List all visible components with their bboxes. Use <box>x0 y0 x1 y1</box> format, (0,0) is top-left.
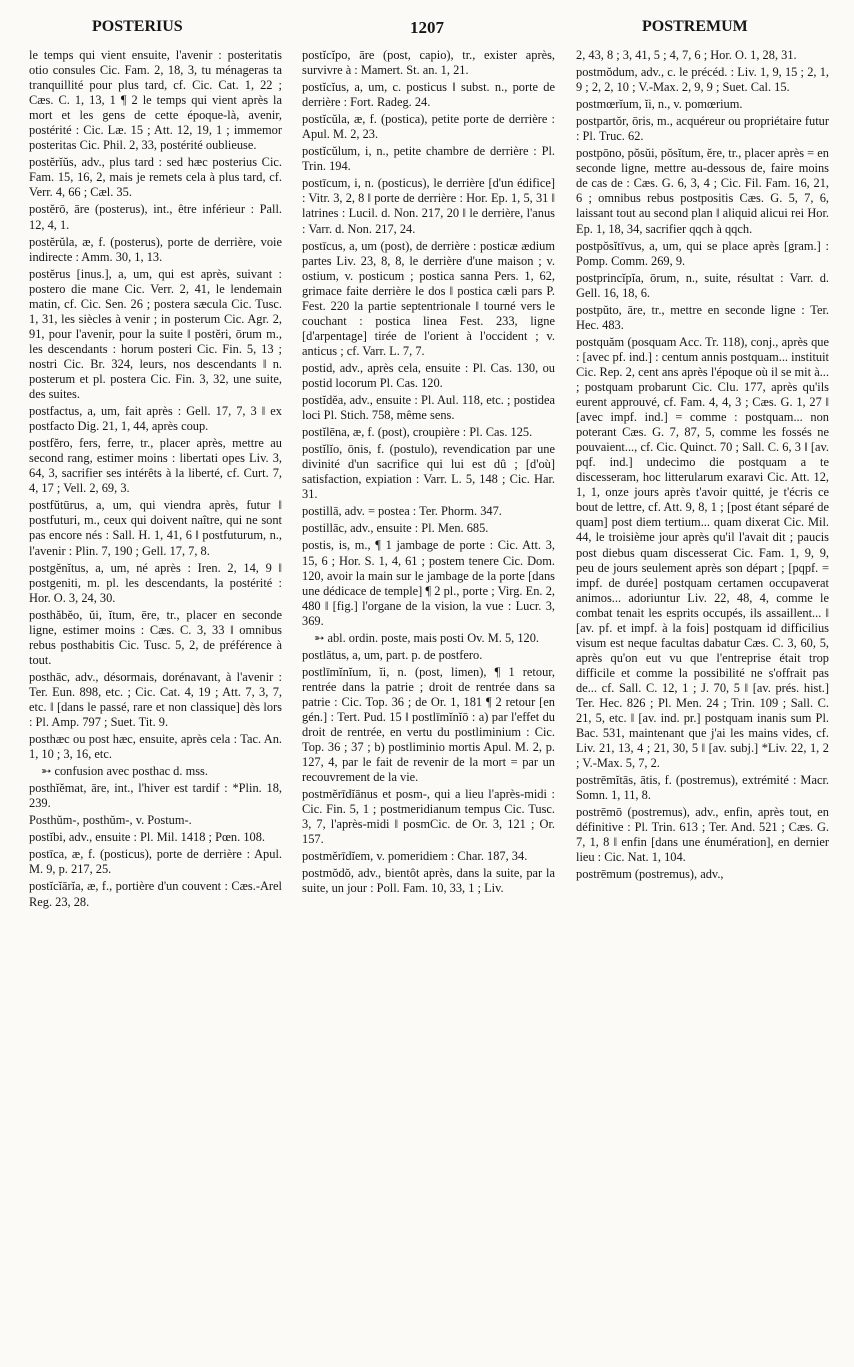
dictionary-entry: posthæc ou post hæc, ensuite, après cela : Tac. An. 1, 10 ; 3, 16, etc. <box>29 732 282 762</box>
column-middle <box>302 48 555 1360</box>
dictionary-entry: postĭcĭpo, āre (post, capio), tr., exister après, survivre à : Mamert. St. an. 1, 21. <box>302 48 555 78</box>
running-head-left: POSTERIUS <box>92 18 183 35</box>
dictionary-entry: postmĕrīdĭānus et posm-, qui a lieu l'après-midi : Cic. Fin. 5, 1 ; postmeridianum tempus Cic. Tusc. 3, 7, l'après-midi ‖ posmCic. de Or. 3, 121 ; Or. 157. <box>302 787 555 847</box>
dictionary-entry: postĭcŭlum, i, n., petite chambre de derrière : Pl. Trin. 194. <box>302 144 555 174</box>
dictionary-entry: Posthŭm-, posthŭm-, v. Postum-. <box>29 813 192 828</box>
dictionary-entry: postillā, adv. = postea : Ter. Phorm. 347. <box>302 504 502 519</box>
dictionary-entry: postĭlēna, æ, f. (post), croupière : Pl. Cas. 125. <box>302 425 533 440</box>
dictionary-entry: postĭlĭo, ōnis, f. (postulo), revendication par une divinité d'un sacrifice qui lui est dû ; [d'où] satisfaction, expiation : Varr. L. 5, 148 ; Cic. Har. 31. <box>302 442 555 502</box>
dictionary-entry: posthĭĕmat, āre, int., l'hiver est tardif : *Plin. 18, 239. <box>29 781 282 811</box>
dictionary-entry: postrēmum (postremus), adv., <box>576 867 724 882</box>
dictionary-entry: postlīmĭnĭum, ĭi, n. (post, limen), ¶ 1 retour, rentrée dans la patrie ; droit de rentrée dans sa patrie : Cic. Top. 36 ; de Or. 1, 181 ¶ 2 retour [en gén.] : Tert. Pud. 15 ‖ postlīmĭnĭō : a) par l'effet du droit de rentrée, en vertu du postliminium : Cic. Top. 36 ; 37 ; b) postliminio mortis Apul. M. 2, p. 127, 4, par le fait de revenir de la mort = par un recouvrement de la vie. <box>302 664 555 785</box>
dictionary-entry: postpartŏr, ōris, m., acquéreur ou propriétaire futur : Pl. Truc. 62. <box>576 114 829 144</box>
dictionary-entry: postĭcŭla, æ, f. (postica), petite porte de derrière : Apul. M. 2, 23. <box>302 112 555 142</box>
page-header <box>0 18 854 42</box>
dictionary-entry: posthăbĕo, ŭi, ĭtum, ēre, tr., placer en seconde ligne, estimer moins : Cæs. C. 3, 33 ‖ omnibus rebus posthabitis Cic. Tusc. 5, 2, de préférence à tout. <box>29 607 282 667</box>
dictionary-entry: postpŏsĭtīvus, a, um, qui se place après [gram.] : Pomp. Comm. 269, 9. <box>576 238 829 268</box>
dictionary-entry: postid, adv., après cela, ensuite : Pl. Cas. 130, ou postid locorum Pl. Cas. 120. <box>302 360 555 390</box>
dictionary-entry: postĭdĕa, adv., ensuite : Pl. Aul. 118, etc. ; postidea loci Pl. Stich. 758, même sens. <box>302 393 555 423</box>
dictionary-entry: postĕrŭla, æ, f. (posterus), porte de derrière, voie indirecte : Amm. 30, 1, 13. <box>29 234 282 264</box>
dictionary-entry: postrēmō (postremus), adv., enfin, après tout, en définitive : Pl. Trin. 613 ; Ter. And. 521 ; Cæs. G. 7, 1, 8 ‖ enfin [dans une énumération], en dernier lieu : Cic. Nat. 1, 104. <box>576 805 829 865</box>
dictionary-entry: postprincĭpĭa, ōrum, n., suite, résultat : Varr. d. Gell. 16, 18, 6. <box>576 270 829 300</box>
dictionary-entry: postĕrō, āre (posterus), int., être inférieur : Pall. 12, 4, 1. <box>29 202 282 232</box>
dictionary-entry: postĭcĭārĭa, æ, f., portière d'un couvent : Cæs.-Arel Reg. 23, 28. <box>29 879 282 909</box>
dictionary-entry: postquăm (posquam Acc. Tr. 118), conj., après que : [avec pf. ind.] : centum annis postquam... instituit Cic. Rep. 2, cent ans après l'époque où il se mit à... ; postquam probarunt Cic. Clu. 177, après qu'ils eurent approuvé, cf. Fam. 4, 4, 3 ; Cæs. G. 1, 27 ‖ [avec impf. ind.] = comme : postquam... non poterant Cæs. G. 7, 87, 5, comme les fossés ne pouvaient..., cf. Cic. Quinct. 70 ; Sall. C. 6, 3 ‖ [av. pqf. ind.] undecimo die postquam a te discesseram, hoc litterularum exaravi Cic. Att. 12, 1, 1, onze jours après t'avoir quitté, je t'écris ce bout de lettre, cf. Att. 9, 8, 1 ; [post étant séparé de quam] post diem tertium... quam dixerat Cic. Mil. 44, le troisième jour après qu'il l'avait dit ; paucis post diebus quam discesserat Cic. Fam. 1, 9, 9, peu de jours seulement après son départ ; [pqpf. = impf. de durée] postquam certamen occupaverat animos... adoriuntur Liv. 22, 48, 4, comme le combat tenait les esprits occupés, ils assaillent... ‖ [av. pf. et impf. à la fois] postquam id difficilius visum est neque facultas dabatur Cæs. C. 3, 60, 5, après qu'on eut vu que l'entreprise était trop difficile et comme la possibilité ne s'offrait pas de... cf. Sall. C. 12, 1 ; J. 70, 5 ‖ [av. prés. hist.] Ter. Hec. 826 ; Pl. Men. 24 ; Trin. 109 ; Sall. C. 21, 5, etc. ‖ [av. ind. pr.] postquam inanis sum Pl. Bac. 531, maintenant que j'ai les mains vides, cf. Liv. 21, 13, 4 ; 21, 30, 5 ‖ [av. subj.] *Liv. 22, 1, 2 ; V.-Max. 5, 7, 2. <box>576 334 829 771</box>
dictionary-entry: postmœrĭum, ĭi, n., v. pomœrium. <box>576 97 743 112</box>
dictionary-entry: postīcus, a, um (post), de derrière : posticæ ædium partes Liv. 23, 8, 8, le derrière d'une maison ; v. ostium, v. posticum ; postica sanna Pers. 1, 62, grimace faite derrière le dos ‖ postica cæli pars P. Fest. 220 la partie septentrionale ‖ tourné vers le couchant : postica linea Fest. 233, ligne [d'arpentage] tirée de l'orient à l'occident ; v. anticus ; cf. Varr. L. 7, 7. <box>302 238 555 358</box>
dictionary-entry: postis, is, m., ¶ 1 jambage de porte : Cic. Att. 3, 15, 6 ; Hor. S. 1, 4, 61 ; postem tenere Cic. Dom. 120, avoir la main sur le jambage de la porte [dans une dédicace de temple] ¶ 2 pl., porte ; Virg. En. 2, 480 ‖ [fig.] l'organe de la vision, la vue : Lucr. 3, 369. <box>302 538 555 628</box>
dictionary-entry: postĭcĭus, a, um, c. posticus ‖ subst. n., porte de derrière : Fort. Radeg. 24. <box>302 80 555 110</box>
dictionary-entry: postfĕro, fers, ferre, tr., placer après, mettre au second rang, estimer moins : libertati opes Liv. 3, 64, 3, sacrifier ses intérêts à la liberté, cf. Curt. 7, 4, 17 ; Vell. 2, 69, 3. <box>29 436 282 496</box>
column-right <box>576 48 829 1360</box>
dictionary-entry: postrēmĭtās, ātis, f. (postremus), extrémité : Macr. Somn. 1, 11, 8. <box>576 773 829 803</box>
dictionary-entry: postmŏdum, adv., c. le précéd. : Liv. 1, 9, 15 ; 2, 1, 9 ; 2, 2, 10 ; V.-Max. 2, 9, 9 ; Suet. Cal. 15. <box>576 65 829 95</box>
column-left <box>29 48 282 1360</box>
dictionary-entry: postīca, æ, f. (posticus), porte de derrière : Apul. M. 9, p. 217, 25. <box>29 847 282 877</box>
dictionary-entry: posthāc, adv., désormais, dorénavant, à l'avenir : Ter. Eun. 898, etc. ; Cic. Cat. 4, 19 ; Att. 7, 3, 7, etc. ‖ [dans le passé, rare et non classique] dès lors : Pl. Amp. 797 ; Suet. Tit. 9. <box>29 669 282 730</box>
entry-continued-text: le temps qui vient ensuite, l'avenir : posteritatis otio consules Cic. Fam. 2, 18, 3, tu ménageras ta tranquillité pour plus tard, cf. Cic. Cat. 1, 22 ; Cæs. C. 1, 13, 1 ¶ 2 le temps qui vient après la mort et les gens de cette époque-là, avenir, postérité : Cic. Læ. 15 ; Att. 12, 19, 1 ; immemor posteritas Cic. Phil. 2, 33, postérité oublieuse. <box>29 48 282 153</box>
running-head-right: POSTREMUM <box>642 18 748 35</box>
dictionary-entry: postfactus, a, um, fait après : Gell. 17, 7, 3 ‖ ex postfacto Dig. 21, 1, 44, après coup. <box>29 404 282 434</box>
entry-note: ➳ abl. ordin. poste, mais posti Ov. M. 5, 120. <box>314 630 540 645</box>
dictionary-entry: postmŏdŏ, adv., bientôt après, dans la suite, par la suite, un jour : Poll. Fam. 10, 33, 1 ; Liv. <box>302 866 555 896</box>
dictionary-entry: postmĕrīdĭem, v. pomeridiem : Char. 187, 34. <box>302 849 528 864</box>
dictionary-entry: postgĕnĭtus, a, um, né après : Iren. 2, 14, 9 ‖ postgeniti, m. pl. les descendants, la postérité : Hor. O. 3, 24, 30. <box>29 560 282 605</box>
dictionary-entry: postĕrus [inus.], a, um, qui est après, suivant : postero die mane Cic. Verr. 2, 41, le lendemain matin, cf. Cic. Sen. 26 ; postera sæcula Cic. Tusc. 1, 31, les siècles à venir ; in posterum Cic. Agr. 2, 91, pour l'avenir, pour la suite ‖ postĕri, ōrum m., les descendants : horum posteri Cic. Fin. 5, 13 ; nostri Cic. Br. 324, leurs, nos descendants ‖ n. posterum et pl. postera Cic. Fin. 3, 32, une suite, des suites. <box>29 266 282 402</box>
dictionary-entry: postfŭtūrus, a, um, qui viendra après, futur ‖ postfuturi, m., ceux qui doivent naître, qui ne sont pas encore nés : Sall. H. 1, 41, 6 ‖ postfuturum, n., l'avenir : Plin. 7, 190 ; Gell. 17, 7, 8. <box>29 498 282 558</box>
dictionary-entry: postĭbi, adv., ensuite : Pl. Mil. 1418 ; Pœn. 108. <box>29 830 266 845</box>
entry-note: ➳ confusion avec posthac d. mss. <box>41 764 208 779</box>
dictionary-entry: postlātus, a, um, part. p. de postfero. <box>302 647 483 662</box>
entry-continued-text: 2, 43, 8 ; 3, 41, 5 ; 4, 7, 6 ; Hor. O. 1, 28, 31. <box>576 48 797 62</box>
dictionary-entry: postĕrĭŭs, adv., plus tard : sed hæc posterius Cic. Fam. 15, 16, 2, mais je remets cela à plus tard, cf. Verr. 4, 66 ; Cæl. 35. <box>29 155 282 200</box>
dictionary-entry: postillāc, adv., ensuite : Pl. Men. 685. <box>302 521 489 536</box>
dictionary-entry: postpŭto, āre, tr., mettre en seconde ligne : Ter. Hec. 483. <box>576 302 829 332</box>
dictionary-entry: postpōno, pŏsŭi, pŏsĭtum, ĕre, tr., placer après = en seconde ligne, mettre au-dessous de, faire moins de cas de : Cæs. G. 6, 3, 4 ; Cic. Fil. Fam. 16, 21, 6 ; omnibus rebus postpositis Cæs. G. 5, 7, 6, laissant tout au second plan ‖ aliquid alicui rei Hor. Ep. 1, 18, 34, sacrifier qqch à qqch. <box>576 146 829 236</box>
dictionary-entry: postīcum, i, n. (posticus), le derrière [d'un édifice] : Vitr. 3, 2, 8 ‖ porte de derrière : Hor. Ep. 1, 5, 31 ‖ latrines : Lucil. d. Non. 217, 20 ‖ le derrière, l'anus : Varr. d. Non. 217, 24. <box>302 176 555 236</box>
page-number: 1207 <box>410 18 444 37</box>
